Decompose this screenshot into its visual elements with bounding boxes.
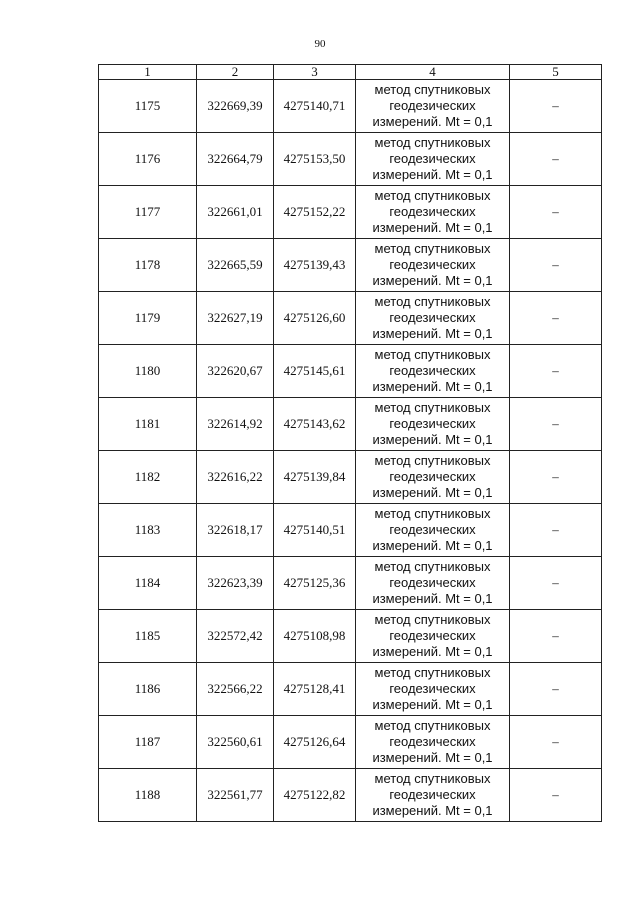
method-text-line: метод спутниковых: [374, 771, 491, 786]
point-number-cell: 1179: [99, 292, 197, 345]
method-text-line: метод спутниковых: [374, 294, 491, 309]
method-cell: [356, 80, 510, 133]
method-text-line: геодезических: [389, 257, 476, 272]
x-coordinate-cell: 322560,61: [197, 716, 274, 769]
column-header-5: 5: [510, 65, 602, 80]
method-text-line: геодезических: [389, 204, 476, 219]
x-coordinate-cell: 322614,92: [197, 398, 274, 451]
method-text-line: метод спутниковых: [374, 506, 491, 521]
column-header-2: 2: [197, 65, 274, 80]
point-number-cell: 1177: [99, 186, 197, 239]
method-text-line: измерений. Mt = 0,1: [372, 273, 493, 288]
table-row: [99, 345, 602, 398]
table-row: [99, 451, 602, 504]
column-header-3: 3: [274, 65, 356, 80]
y-coordinate-cell: 4275126,64: [274, 716, 356, 769]
table-row: [99, 663, 602, 716]
method-text-line: измерений. Mt = 0,1: [372, 803, 493, 818]
point-number-cell: 1186: [99, 663, 197, 716]
method-text-line: геодезических: [389, 363, 476, 378]
method-cell: [356, 769, 510, 822]
note-cell: –: [510, 186, 602, 239]
method-text-line: измерений. Mt = 0,1: [372, 644, 493, 659]
y-coordinate-cell: 4275153,50: [274, 133, 356, 186]
method-text-line: геодезических: [389, 98, 476, 113]
y-coordinate-cell: 4275152,22: [274, 186, 356, 239]
method-text-line: метод спутниковых: [374, 188, 491, 203]
note-cell: –: [510, 345, 602, 398]
note-cell: –: [510, 398, 602, 451]
x-coordinate-cell: 322561,77: [197, 769, 274, 822]
method-text-line: измерений. Mt = 0,1: [372, 114, 493, 129]
x-coordinate-cell: 322623,39: [197, 557, 274, 610]
y-coordinate-cell: 4275140,71: [274, 80, 356, 133]
method-text-line: метод спутниковых: [374, 665, 491, 680]
y-coordinate-cell: 4275145,61: [274, 345, 356, 398]
point-number-cell: 1180: [99, 345, 197, 398]
method-cell: [356, 186, 510, 239]
method-text-line: измерений. Mt = 0,1: [372, 220, 493, 235]
note-cell: –: [510, 663, 602, 716]
method-text-line: измерений. Mt = 0,1: [372, 750, 493, 765]
table-row: [99, 398, 602, 451]
column-header-1: 1: [99, 65, 197, 80]
note-cell: –: [510, 451, 602, 504]
y-coordinate-cell: 4275139,43: [274, 239, 356, 292]
method-cell: [356, 133, 510, 186]
x-coordinate-cell: 322627,19: [197, 292, 274, 345]
x-coordinate-cell: 322669,39: [197, 80, 274, 133]
method-text-line: геодезических: [389, 681, 476, 696]
y-coordinate-cell: 4275125,36: [274, 557, 356, 610]
table-row: [99, 80, 602, 133]
method-cell: [356, 610, 510, 663]
note-cell: –: [510, 292, 602, 345]
method-text-line: метод спутниковых: [374, 347, 491, 362]
note-cell: –: [510, 716, 602, 769]
x-coordinate-cell: 322661,01: [197, 186, 274, 239]
method-text-line: метод спутниковых: [374, 400, 491, 415]
method-text-line: геодезических: [389, 151, 476, 166]
method-text-line: измерений. Mt = 0,1: [372, 432, 493, 447]
method-cell: [356, 504, 510, 557]
x-coordinate-cell: 322572,42: [197, 610, 274, 663]
method-text-line: измерений. Mt = 0,1: [372, 538, 493, 553]
table-row: [99, 239, 602, 292]
method-text-line: метод спутниковых: [374, 612, 491, 627]
y-coordinate-cell: 4275143,62: [274, 398, 356, 451]
method-text-line: измерений. Mt = 0,1: [372, 591, 493, 606]
method-cell: [356, 345, 510, 398]
note-cell: –: [510, 80, 602, 133]
coordinates-table: [98, 64, 602, 822]
x-coordinate-cell: 322665,59: [197, 239, 274, 292]
x-coordinate-cell: 322618,17: [197, 504, 274, 557]
method-cell: [356, 557, 510, 610]
table-row: [99, 716, 602, 769]
x-coordinate-cell: 322566,22: [197, 663, 274, 716]
y-coordinate-cell: 4275128,41: [274, 663, 356, 716]
method-text-line: геодезических: [389, 787, 476, 802]
table-row: [99, 186, 602, 239]
method-text-line: геодезических: [389, 575, 476, 590]
method-cell: [356, 292, 510, 345]
method-text-line: метод спутниковых: [374, 135, 491, 150]
method-text-line: измерений. Mt = 0,1: [372, 326, 493, 341]
y-coordinate-cell: 4275122,82: [274, 769, 356, 822]
point-number-cell: 1182: [99, 451, 197, 504]
table-row: [99, 769, 602, 822]
x-coordinate-cell: 322616,22: [197, 451, 274, 504]
point-number-cell: 1185: [99, 610, 197, 663]
method-text-line: геодезических: [389, 416, 476, 431]
note-cell: –: [510, 239, 602, 292]
table-header-row: [99, 65, 602, 80]
note-cell: –: [510, 557, 602, 610]
method-cell: [356, 239, 510, 292]
y-coordinate-cell: 4275140,51: [274, 504, 356, 557]
point-number-cell: 1176: [99, 133, 197, 186]
table-row: [99, 557, 602, 610]
method-text-line: метод спутниковых: [374, 82, 491, 97]
method-text-line: измерений. Mt = 0,1: [372, 379, 493, 394]
y-coordinate-cell: 4275108,98: [274, 610, 356, 663]
table-row: [99, 610, 602, 663]
y-coordinate-cell: 4275126,60: [274, 292, 356, 345]
method-text-line: измерений. Mt = 0,1: [372, 485, 493, 500]
page-number: 90: [314, 38, 326, 50]
point-number-cell: 1175: [99, 80, 197, 133]
method-cell: [356, 663, 510, 716]
method-cell: [356, 398, 510, 451]
table-row: [99, 133, 602, 186]
table-row: [99, 504, 602, 557]
point-number-cell: 1188: [99, 769, 197, 822]
method-text-line: геодезических: [389, 628, 476, 643]
method-cell: [356, 716, 510, 769]
method-text-line: метод спутниковых: [374, 559, 491, 574]
method-text-line: измерений. Mt = 0,1: [372, 167, 493, 182]
point-number-cell: 1178: [99, 239, 197, 292]
coordinates-table-body: [99, 65, 602, 822]
method-cell: [356, 451, 510, 504]
method-text-line: измерений. Mt = 0,1: [372, 697, 493, 712]
note-cell: –: [510, 610, 602, 663]
method-text-line: метод спутниковых: [374, 718, 491, 733]
point-number-cell: 1181: [99, 398, 197, 451]
point-number-cell: 1187: [99, 716, 197, 769]
point-number-cell: 1183: [99, 504, 197, 557]
method-text-line: метод спутниковых: [374, 453, 491, 468]
x-coordinate-cell: 322620,67: [197, 345, 274, 398]
method-text-line: геодезических: [389, 310, 476, 325]
x-coordinate-cell: 322664,79: [197, 133, 274, 186]
column-header-4: 4: [356, 65, 510, 80]
method-text-line: метод спутниковых: [374, 241, 491, 256]
note-cell: –: [510, 133, 602, 186]
point-number-cell: 1184: [99, 557, 197, 610]
note-cell: –: [510, 504, 602, 557]
method-text-line: геодезических: [389, 734, 476, 749]
method-text-line: геодезических: [389, 522, 476, 537]
table-row: [99, 292, 602, 345]
y-coordinate-cell: 4275139,84: [274, 451, 356, 504]
note-cell: –: [510, 769, 602, 822]
method-text-line: геодезических: [389, 469, 476, 484]
